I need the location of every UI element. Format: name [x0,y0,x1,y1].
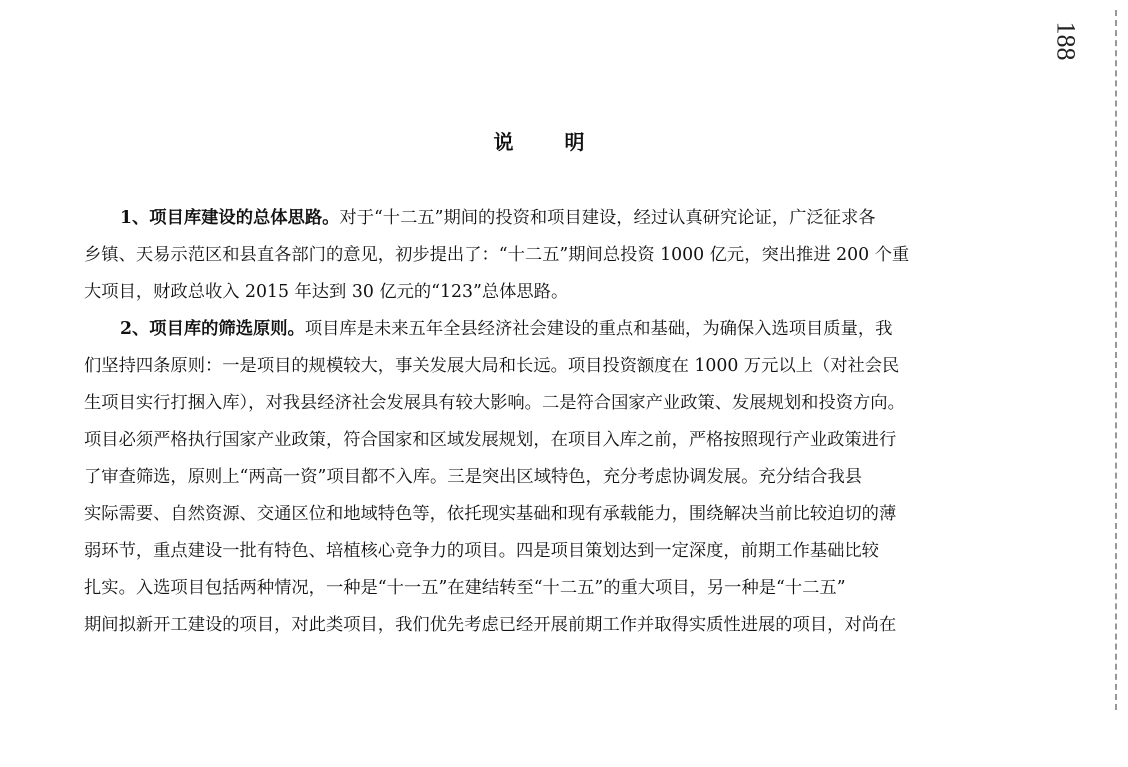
paragraph-1-text: 对于“十二五”期间的投资和项目建设，经过认真研究论证，广泛征求各 [339,208,876,228]
paragraph-2-text: 项目库是未来五年全县经济社会建设的重点和基础，为确保入选项目质量，我 [304,319,893,339]
paragraph-2-line-1 [84,311,1030,348]
paragraph-2-line-6: 实际需要、自然资源、交通区位和地域特色等，依托现实基础和现有承载能力，围绕解决当前比较迫切的薄 [84,504,897,524]
page-number: 188 [1051,21,1081,61]
scan-edge-line [1115,10,1119,710]
paragraph-1-line-1 [84,200,1030,237]
paragraph-2-line-4: 项目必须严格执行国家产业政策，符合国家和区域发展规划，在项目入库之前，严格按照现行产业政策进行 [84,430,897,450]
paragraph-1-line-3: 大项目，财政总收入 2015 年达到 30 亿元的“123”总体思路。 [84,282,569,302]
paragraph-2-line-7: 弱环节，重点建设一批有特色、培植核心竞争力的项目。四是项目策划达到一定深度，前期工作基础比较 [84,541,879,561]
paragraph-2-line-9: 期间拟新开工建设的项目，对此类项目，我们优先考虑已经开展前期工作并取得实质性进展的项目，对尚在 [84,615,897,635]
paragraph-2-line-3: 生项目实行打捆入库），对我县经济社会发展具有较大影响。二是符合国家产业政策、发展规划和投资方向。 [84,393,905,413]
paragraph-2-line-2: 们坚持四条原则：一是项目的规模较大，事关发展大局和长远。项目投资额度在 1000 万元以上（对社会民 [84,356,900,376]
page-title: 说 明 [493,130,607,154]
paragraph-1-line-2: 乡镇、天易示范区和县直各部门的意见，初步提出了：“十二五”期间总投资 1000 亿元，突出推进 200 个重 [84,245,910,265]
paragraph-2-line-8: 扎实。入选项目包括两种情况，一种是“十一五”在建结转至“十二五”的重大项目，另一种是“十二五” [84,578,846,598]
document-body [84,200,1030,644]
paragraph-2-line-5: 了审查筛选，原则上“两高一资”项目都不入库。三是突出区域特色，充分考虑协调发展。充分结合我县 [84,467,863,487]
paragraph-1-heading: 1、项目库建设的总体思路。 [120,208,340,228]
paragraph-2-heading: 2、项目库的筛选原则。 [120,319,305,339]
